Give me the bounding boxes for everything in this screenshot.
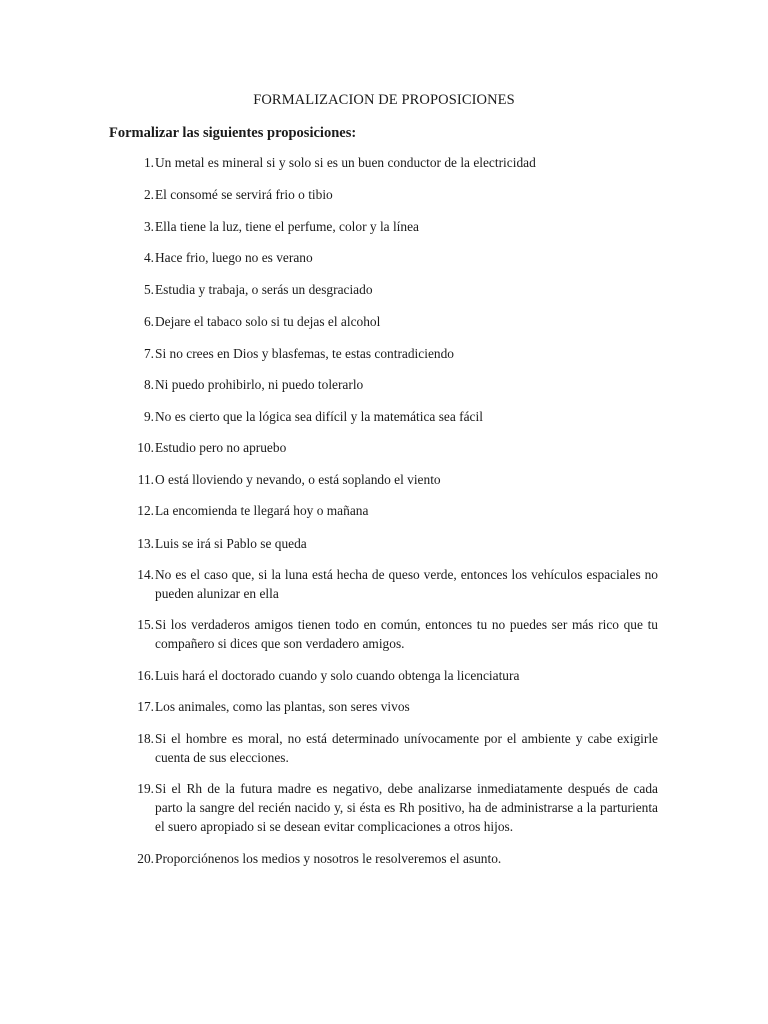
item-number: 20. bbox=[137, 851, 154, 866]
item-number: 7. bbox=[143, 346, 154, 361]
item-number: 6. bbox=[143, 314, 154, 329]
item-text: Hace frio, luego no es verano bbox=[155, 250, 313, 265]
item-text: Luis hará el doctorado cuando y solo cuando obtenga la licenciatura bbox=[155, 668, 520, 683]
item-text: Dejare el tabaco solo si tu dejas el alcohol bbox=[155, 314, 381, 329]
item-text: Si el hombre es moral, no está determinado unívocamente por el ambiente y cabe exigirle cuenta de sus elecciones. bbox=[155, 731, 658, 765]
item-text: El consomé se servirá frio o tibio bbox=[155, 187, 333, 202]
item-number: 3. bbox=[143, 219, 154, 234]
item-text: Ni puedo prohibirlo, ni puedo tolerarlo bbox=[155, 377, 364, 392]
item-number: 11. bbox=[137, 472, 154, 487]
document-title: FORMALIZACION DE PROPOSICIONES bbox=[253, 92, 515, 108]
item-number: 2. bbox=[143, 187, 154, 202]
item-number: 4. bbox=[143, 250, 154, 265]
item-text: Si los verdaderos amigos tienen todo en común, entonces tu no puedes ser más rico que tu compañero si dices que son verdadero amigos. bbox=[155, 617, 658, 651]
item-text: No es el caso que, si la luna está hecha de queso verde, entonces los vehículos espaciales no pueden alunizar en ella bbox=[155, 567, 658, 601]
item-text: O está lloviendo y nevando, o está soplando el viento bbox=[155, 472, 441, 487]
item-text: Si no crees en Dios y blasfemas, te estas contradiciendo bbox=[155, 346, 454, 361]
item-text: Luis se irá si Pablo se queda bbox=[155, 536, 307, 551]
item-number: 8. bbox=[143, 377, 154, 392]
item-text: Estudio pero no apruebo bbox=[155, 440, 287, 455]
item-text: No es cierto que la lógica sea difícil y la matemática sea fácil bbox=[155, 409, 483, 424]
item-number: 12. bbox=[137, 503, 154, 518]
item-number: 10. bbox=[137, 440, 154, 455]
item-number: 14. bbox=[137, 567, 154, 582]
item-number: 18. bbox=[137, 731, 154, 746]
item-number: 1. bbox=[143, 155, 154, 170]
item-text: Ella tiene la luz, tiene el perfume, color y la línea bbox=[155, 219, 419, 234]
item-text: La encomienda te llegará hoy o mañana bbox=[155, 503, 369, 518]
item-text: Estudia y trabaja, o serás un desgraciado bbox=[155, 282, 373, 297]
item-text: Un metal es mineral si y solo si es un buen conductor de la electricidad bbox=[155, 155, 536, 170]
item-text: Los animales, como las plantas, son seres vivos bbox=[155, 699, 410, 714]
item-text: Proporciónenos los medios y nosotros le resolveremos el asunto. bbox=[155, 851, 502, 866]
instruction-heading: Formalizar las siguientes proposiciones: bbox=[109, 125, 357, 141]
item-text: Si el Rh de la futura madre es negativo, debe analizarse inmediatamente después de cada parto la sangre del recién nacido y, si ésta es Rh positivo, ha de administrarse a la parturienta el suero apropiado si se desean evitar complicaciones a otros hijos. bbox=[155, 781, 658, 834]
item-number: 9. bbox=[143, 409, 154, 424]
item-number: 5. bbox=[143, 282, 154, 297]
item-number: 15. bbox=[137, 617, 154, 632]
item-number: 19. bbox=[137, 781, 154, 796]
item-number: 17. bbox=[137, 699, 154, 714]
item-number: 13. bbox=[137, 536, 154, 551]
item-number: 16. bbox=[137, 668, 154, 683]
